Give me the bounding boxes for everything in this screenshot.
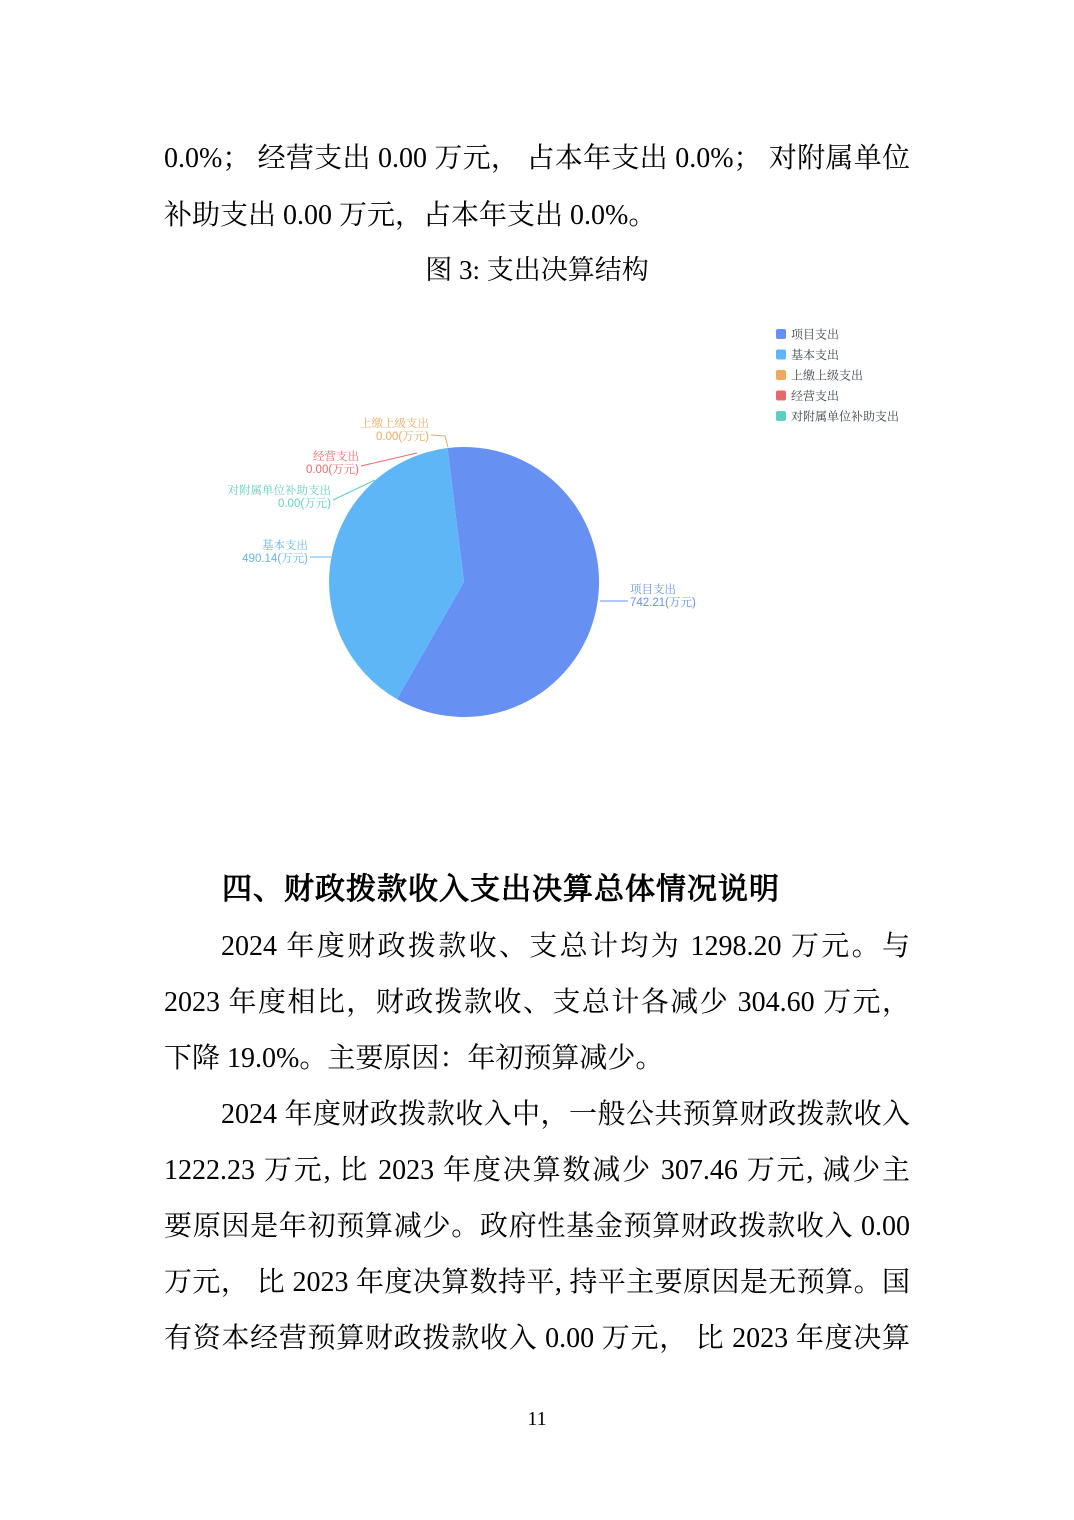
pie-chart-svg: [0, 290, 1074, 800]
pie-label-1: 基本支出 490.14(万元): [242, 540, 308, 565]
pie-label-line-2: [431, 435, 448, 447]
legend-item-4: [776, 409, 899, 424]
body-line: 2024 年度财政拨款收、支总计均为 1298.20 万元。与: [221, 931, 910, 962]
legend-label: 上缴上级支出: [791, 368, 864, 383]
legend-item-0: [776, 327, 839, 342]
intro-line: 补助支出 0.00 万元，占本年支出 0.0%。: [164, 200, 657, 231]
body-line: 万元， 比 2023 年度决算数持平, 持平主要原因是无预算。国: [164, 1267, 910, 1298]
legend-item-3: [776, 388, 839, 403]
legend-label: 经营支出: [791, 389, 840, 403]
legend-marker-icon: [776, 329, 786, 339]
body-line: 有资本经营预算财政拨款收入 0.00 万元， 比 2023 年度决算: [164, 1323, 910, 1354]
legend-item-2: [776, 368, 863, 383]
body-line: 要原因是年初预算减少。政府性基金预算财政拨款收入 0.00: [164, 1211, 910, 1242]
legend-marker-icon: [776, 391, 786, 401]
body-line: 2024 年度财政拨款收入中，一般公共预算财政拨款收入: [221, 1099, 910, 1130]
body-line: 2023 年度相比，财政拨款收、支总计各减少 304.60 万元，: [164, 987, 910, 1018]
intro-paragraph: [164, 130, 910, 244]
body-line: 1222.23 万元, 比 2023 年度决算数减少 307.46 万元, 减少主: [164, 1155, 910, 1186]
legend-label: 项目支出: [791, 327, 840, 342]
pie-label-0: 项目支出 742.21(万元): [630, 584, 696, 609]
pie-label-2: 上缴上级支出 0.00(万元): [360, 418, 429, 443]
pie-label-3: 经营支出 0.00(万元): [305, 451, 359, 476]
legend-marker-icon: [776, 411, 786, 421]
figure-title: 图 3: 支出决算结构: [425, 255, 649, 285]
expenditure-structure-pie-chart: [0, 290, 1074, 800]
section-body: [164, 919, 910, 1367]
page-number: 11: [527, 1408, 547, 1430]
pie-label-4: 对附属单位补助支出 0.00(万元): [227, 485, 331, 510]
legend-marker-icon: [776, 370, 786, 380]
legend-label: 基本支出: [791, 348, 840, 362]
legend-item-1: [776, 347, 839, 362]
legend-marker-icon: [776, 350, 786, 360]
legend-label: 对附属单位补助支出: [791, 409, 900, 424]
section-heading: 四、财政拨款收入支出决算总体情况说明: [222, 873, 780, 906]
intro-line: 0.0%； 经营支出 0.00 万元， 占本年支出 0.0%； 对附属单位: [164, 143, 910, 174]
body-line: 下降 19.0%。主要原因：年初预算减少。: [164, 1043, 664, 1074]
